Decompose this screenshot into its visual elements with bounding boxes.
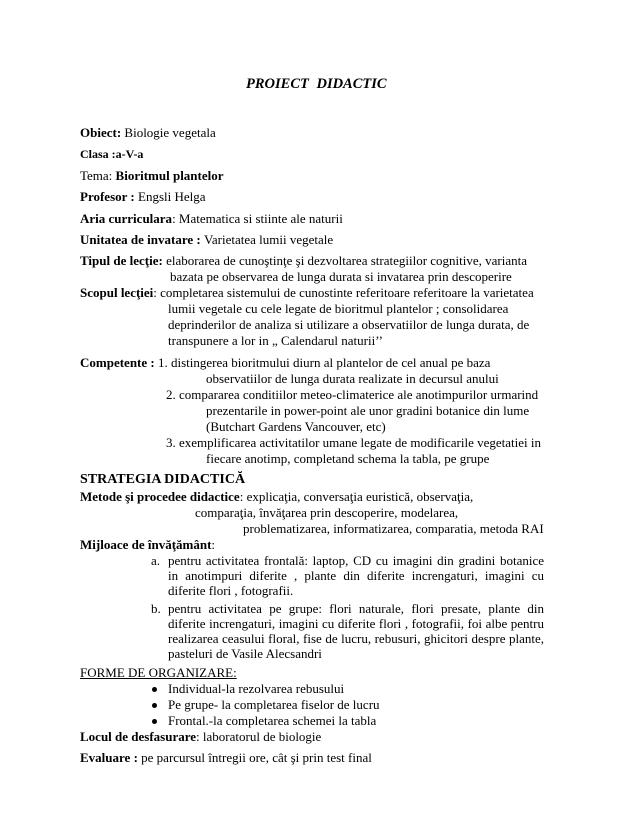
mijloace-line [80,537,215,552]
profesor-label: Profesor : [80,189,138,204]
scopul-line [80,285,534,300]
tema-value: Bioritmul plantelor [115,168,224,183]
forme-item-1: Individual-la rezolvarea rebusului [168,681,345,696]
tipul-line [80,253,527,268]
mijloace-label: Mijloace de învăţământ [80,537,212,552]
profesor-line [80,189,206,204]
tema-line [80,168,224,183]
profesor-value: Engsli Helga [138,189,206,204]
competente-item-3b: fiecare anotimp, completand schema la tabla, pe grupe [206,451,490,466]
scopul-value-3: deprinderilor de analiza si utilizare a observatiilor de lunga durata, de [168,317,530,332]
evaluare-value: pe parcursul întregii ore, cât şi prin test final [141,750,372,765]
locul-value: : laboratorul de biologie [196,729,322,744]
unitatea-value: Varietatea lumii vegetale [203,232,334,247]
tipul-value-1: elaborarea de cunoştinţe şi dezvoltarea strategiilor cognitive, varianta [162,253,528,268]
metode-value-2: comparaţia, învăţarea prin descoperire, modelarea, [195,505,459,520]
forme-item-3: Frontal.-la completarea schemei la tabla [168,713,377,728]
obiect-label: Obiect: [80,125,122,140]
mijloace-item-a: pentru activitatea frontală: laptop, CD cu imagini din gradini botanice in anotimpuri diferite , plante din diferite increngaturi, imagini cu diferite flori , fotografii. [168,553,544,598]
obiect-line [80,125,216,140]
competente-item-2c: (Butchart Gardens Vancouver, etc) [206,419,386,434]
obiect-value: Biologie vegetala [121,125,216,140]
strategia-heading: STRATEGIA DIDACTICĂ [80,472,246,487]
page-title: PROIECT DIDACTIC [246,76,387,92]
scopul-value-4: transpunere a lor in „ Calendarul naturii’’ [168,333,383,348]
locul-label: Locul de desfasurare [80,729,197,744]
locul-line [80,729,321,744]
evaluare-label: Evaluare : [80,750,142,765]
unitatea-line [80,232,333,247]
tipul-value-2: bazata pe observarea de lunga durata si invatarea prin descoperire [170,269,512,284]
competente-item-1b: observatiilor de lunga durata realizate in decursul anului [206,371,499,386]
metode-line [80,489,473,504]
aria-line [80,211,343,226]
metode-value-3: problematizarea, informatizarea, comparatia, metoda RAI [243,521,544,536]
forme-heading: FORME DE ORGANIZARE: [80,665,237,680]
scopul-value-1: : completarea sistemului de cunostinte referitoare referitoare la varietatea [153,285,534,300]
mijloace-marker-a: a. [151,553,161,568]
competente-item-2b: prezentarile in power-point ale unor gradini botanice din lume [206,403,530,418]
scopul-value-2: lumii vegetale cu cele legate de bioritmul plantelor ; consolidarea [168,301,509,316]
aria-value: : Matematica si stiinte ale naturii [172,211,343,226]
mijloace-marker-b: b. [151,601,161,616]
mijloace-item-b: pentru activitatea pe grupe: flori naturale, flori presate, plante din diferite increngaturi, imagini cu diferite flori , fotografii, foi albe pentru realizarea ceasului floral, fise de lucru, rebusuri, ghicitori despre plante, pasteluri de Vasile Alecsandri [168,601,544,661]
bullet-icon [152,719,157,724]
competente-item-3a: 3. exemplificarea activitatilor umane legate de modificarile vegetatiei in [166,435,542,450]
competente-item-1a: 1. distingerea bioritmului diurn al plantelor de cel anual pe baza [157,355,491,370]
competente-item-2a: 2. compararea conditiilor meteo-climaterice ale anotimpurilor urmarind [166,387,539,402]
evaluare-line [80,750,372,765]
clasa-line: Clasa :a-V-a [80,147,144,161]
metode-label: Metode şi procedee didactice [80,489,240,504]
mijloace-colon: : [211,537,216,552]
competente-label: Competente : [80,355,158,370]
metode-value-1: : explicaţia, conversaţia euristică, observaţia, [239,489,474,504]
unitatea-label: Unitatea de invatare : [80,232,204,247]
forme-item-2: Pe grupe- la completarea fiselor de lucru [168,697,380,712]
tipul-label: Tipul de lecţie: [80,253,163,268]
aria-label: Aria curriculara [80,211,173,226]
bullet-icon [152,703,157,708]
competente-line [80,355,490,370]
scopul-label: Scopul lecţiei [80,285,154,300]
tema-label: Tema: [80,168,116,183]
bullet-icon [152,687,157,692]
